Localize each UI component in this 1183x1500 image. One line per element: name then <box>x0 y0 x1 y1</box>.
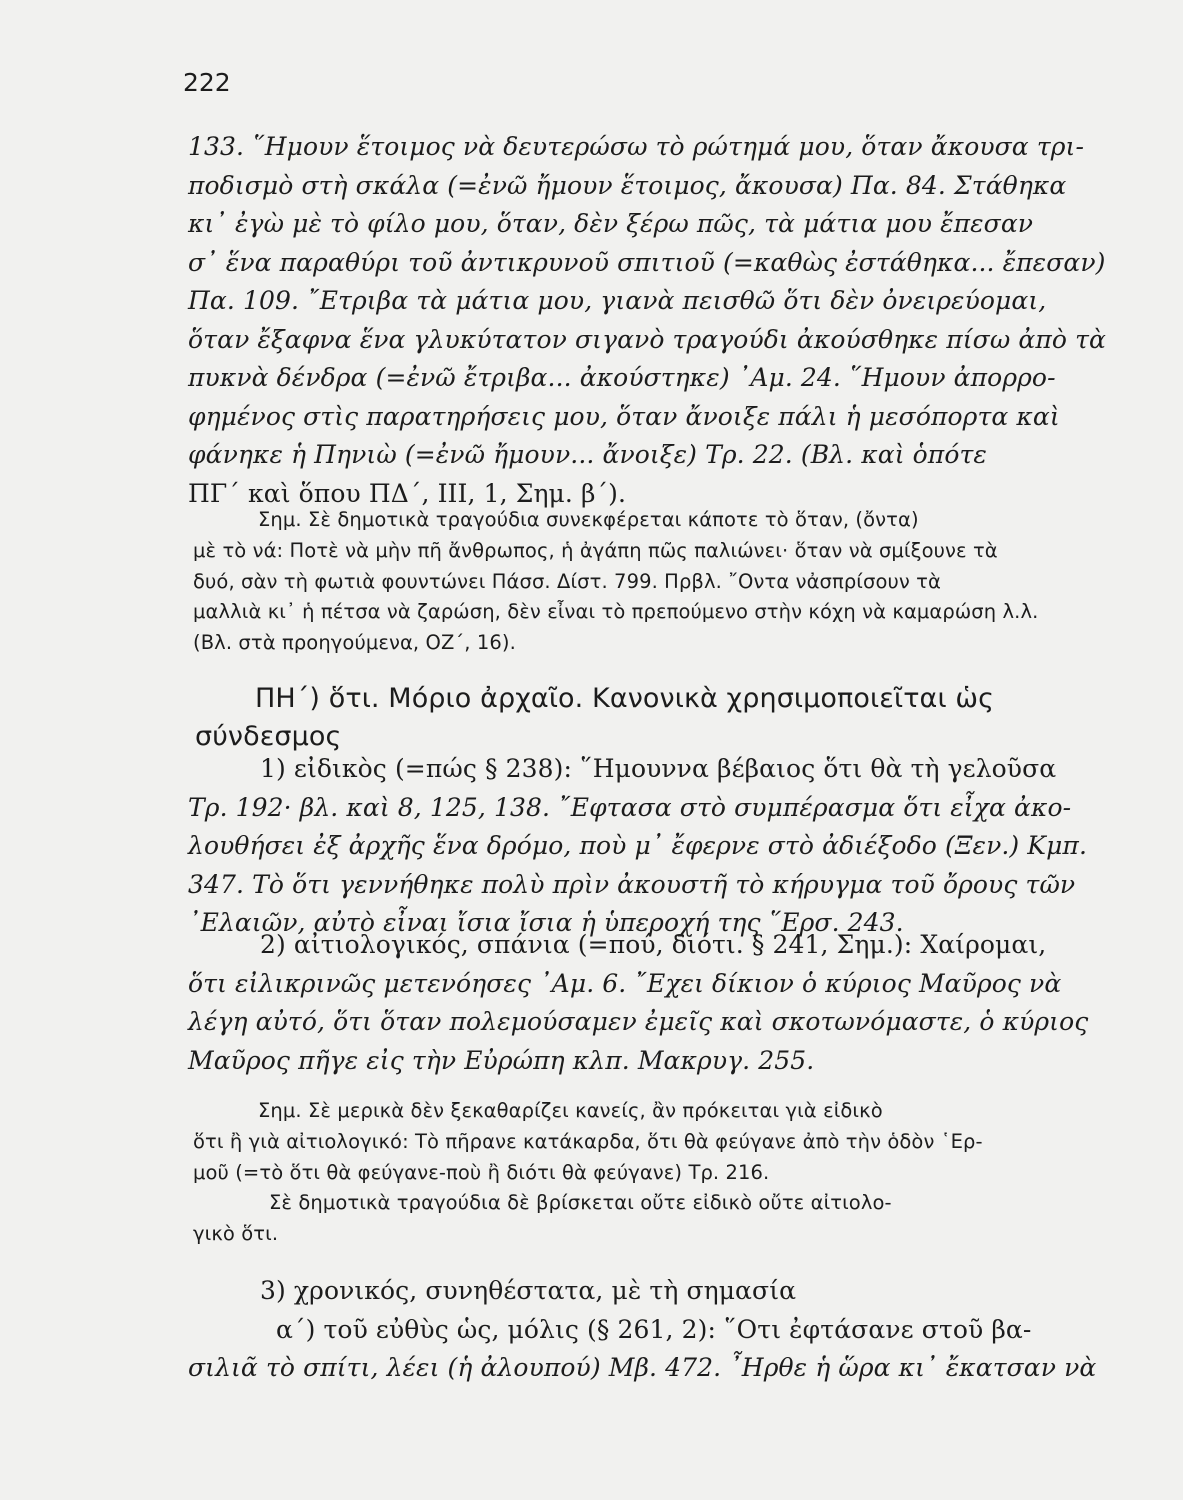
paragraph-133 <box>188 128 1106 513</box>
note-line: Σὲ δημοτικὰ τραγούδια δὲ βρίσκεται οὔτε εἰδικὸ οὔτε αἰτιολο- <box>269 1191 892 1214</box>
text-line: ΠΓ΄ καὶ ὅπου ΠΔ΄, ΙΙΙ, 1, Σημ. β΄). <box>188 478 627 508</box>
note-line: ὅτι ἢ γιὰ αἰτιολογικό: Τὸ πῆρανε κατάκαρδα, ὅτι θὰ φεύγανε ἀπὸ τὴν ὁδὸν ῾Ερ- <box>193 1130 983 1153</box>
text-line: 2) αἰτιολογικός, σπάνια (=πού, διότι. § 241, Σημ.): Χαίρομαι, <box>260 930 1047 959</box>
text-line: λέγη αὐτό, ὅτι ὅταν πολεμούσαμεν ἐμεῖς καὶ σκοτωνόμαστε, ὁ κύριος <box>188 1007 1089 1036</box>
text-line: Μαῦρος πῆγε εἰς τὴν Εὐρώπη κλπ. Μακρυγ. 255. <box>188 1045 815 1075</box>
text-line: α΄) τοῦ εὐθὺς ὡς, μόλις (§ 261, 2): ῞Οτι ἐφτάσανε στοῦ βα- <box>276 1314 1032 1344</box>
text-line: 3) χρονικός, συνηθέστατα, μὲ τὴ σημασία <box>260 1276 797 1305</box>
note-line: (Βλ. στὰ προηγούμενα, ΟΖ΄, 16). <box>193 630 516 654</box>
text-line: ὅτι εἰλικρινῶς μετενόησες ᾿Αμ. 6. ῎Εχει δίκιον ὁ κύριος Μαῦρος νὰ <box>188 968 1062 998</box>
text-line: πυκνὰ δένδρα (=ἐνῶ ἔτριβα... ἀκούστηκε) ᾿Αμ. 24. ῞Ημουν ἀπορρο- <box>188 363 1056 392</box>
note-1 <box>258 505 1048 536</box>
text-line: σ᾿ ἕνα παραθύρι τοῦ ἀντικρυνοῦ σπιτιοῦ (=καθὼς ἐστάθηκα... ἔπεσαν) <box>188 247 1106 277</box>
text-line: 133. ῞Ημουν ἕτοιμος νὰ δευτερώσω τὸ ρώτημά μου, ὅταν ἄκουσα τρι- <box>188 132 1085 161</box>
text-line: φημένος στὶς παρατηρήσεις μου, ὅταν ἄνοιξε πάλι ἡ μεσόπορτα καὶ <box>188 401 1060 431</box>
note-line: μαλλιὰ κι᾿ ἡ πέτσα νὰ ζαρώση, δὲν εἶναι τὸ πρεπούμενο στὴν κόχη νὰ καμαρώση λ.λ. <box>193 600 1039 623</box>
text-line: 1) εἰδικὸς (=πώς § 238): ῞Ημουννα βέβαιος ὅτι θὰ τὴ γελοῦσα <box>260 754 1057 783</box>
text-line: φάνηκε ἡ Πηνιὼ (=ἐνῶ ἤμουν... ἄνοιξε) Τρ. 22. (Βλ. καὶ ὁπότε <box>188 440 987 469</box>
text-line: κι᾿ ἐγὼ μὲ τὸ φίλο μου, ὅταν, δὲν ξέρω πῶς, τὰ μάτια μου ἔπεσαν <box>188 209 1034 238</box>
text-line: σιλιᾶ τὸ σπίτι, λέει (ἡ ἀλουπού) Μβ. 472. ῏Ηρθε ἡ ὥρα κι᾿ ἔκατσαν νὰ <box>188 1353 1097 1382</box>
note-line: Σημ. Σὲ δημοτικὰ τραγούδια συνεκφέρεται κάποτε τὸ ὅταν, (ὄντα) <box>258 508 919 531</box>
text-line: ποδισμὸ στὴ σκάλα (=ἐνῶ ἤμουν ἕτοιμος, ἄκουσα) Πα. 84. Στάθηκα <box>188 170 1067 200</box>
text-line: λουθήσει ἐξ ἀρχῆς ἕνα δρόμο, ποὺ μ᾿ ἔφερνε στὸ ἀδιέξοδο (Ξεν.) Κμπ. <box>188 831 1088 860</box>
note-2 <box>258 1096 1048 1127</box>
text-line: Πα. 109. ῎Ετριβα τὰ μάτια μου, γιανὰ πεισθῶ ὅτι δὲν ὀνειρεύομαι, <box>188 286 1047 315</box>
section-1 <box>188 750 1088 943</box>
text-line: ᾿Ελαιῶν, αὐτὸ εἶναι ἴσια ἴσια ἡ ὑπεροχή της ῞Ερσ. 243. <box>188 908 904 937</box>
text-line: 347. Τὸ ὅτι γεννήθηκε πολὺ πρὶν ἀκουστῆ τὸ κήρυγμα τοῦ ὄρους τῶν <box>188 869 1076 899</box>
note-1-body <box>193 536 1053 658</box>
note-line: μὲ τὸ νά: Ποτὲ νὰ μὴν πῆ ἄνθρωπος, ἡ ἀγάπη πῶς παλιώνει· ὅταν νὰ σμίξουνε τὰ <box>193 539 998 562</box>
text-line: Τρ. 192· βλ. καὶ 8, 125, 138. ῎Εφτασα στὸ συμπέρασμα ὅτι εἶχα ἀκο- <box>188 792 1072 822</box>
page-number: 222 <box>183 68 231 97</box>
note-2-body <box>193 1127 1053 1249</box>
section-heading <box>195 680 1055 756</box>
section-2 <box>188 926 1089 1080</box>
heading-line: ΠΗ΄) ὅτι. Μόριο ἀρχαῖο. Κανονικὰ χρησιμοποιεῖται ὡς <box>255 683 995 714</box>
text-line: ὅταν ἔξαφνα ἕνα γλυκύτατον σιγανὸ τραγούδι ἀκούσθηκε πίσω ἀπὸ τὰ <box>188 324 1106 354</box>
heading-line: σύνδεσμος <box>195 721 342 752</box>
note-line: Σημ. Σὲ μερικὰ δὲν ξεκαθαρίζει κανείς, ἂν πρόκειται γιὰ εἰδικὸ <box>258 1099 883 1122</box>
note-line: δυό, σὰν τὴ φωτιὰ φουντώνει Πάσσ. Δίστ. 799. Πρβλ. ῎Οντα νἀσπρίσουν τὰ <box>193 569 941 593</box>
section-3 <box>188 1272 1097 1388</box>
note-line: μοῦ (=τὸ ὅτι θὰ φεύγανε-ποὺ ἢ διότι θὰ φεύγανε) Τρ. 216. <box>193 1160 770 1184</box>
note-line: γικὸ ὅτι. <box>193 1221 279 1245</box>
